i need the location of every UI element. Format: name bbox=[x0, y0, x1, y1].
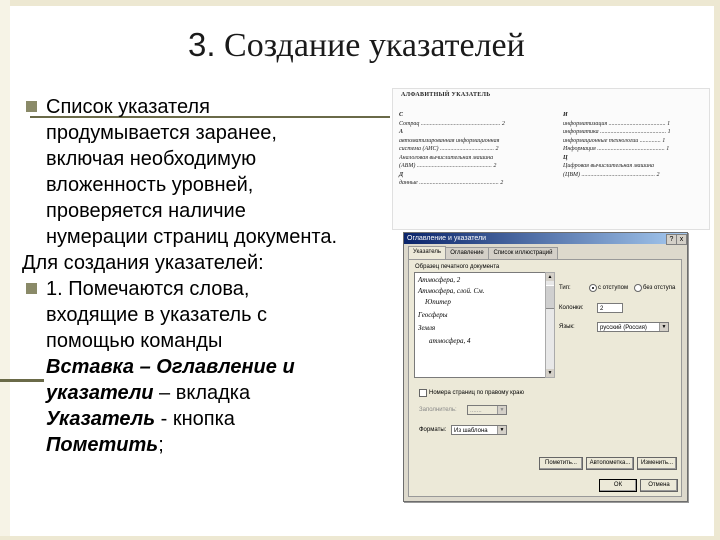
index-entry: информационные технологии .............. 1 bbox=[563, 137, 666, 144]
type-label: Тип: bbox=[559, 285, 571, 291]
scroll-thumb[interactable] bbox=[546, 285, 554, 309]
columns-spinner[interactable] bbox=[597, 303, 623, 313]
type-indented-radio[interactable] bbox=[589, 284, 597, 292]
leader-select[interactable] bbox=[467, 405, 507, 415]
command-button-name: Пометить bbox=[46, 434, 159, 456]
command-tab-word: – вкладка bbox=[153, 382, 251, 404]
index-left-column bbox=[399, 111, 549, 188]
bullet2-line: входящие в указатель с bbox=[46, 304, 268, 326]
tab-index[interactable]: Указатель bbox=[408, 246, 446, 260]
scroll-down-arrow-icon[interactable]: ▼ bbox=[547, 370, 553, 376]
type-indented-label: с отступом bbox=[598, 285, 629, 291]
title-number: 3. bbox=[188, 26, 216, 63]
close-button[interactable]: x bbox=[676, 234, 687, 245]
index-letter-heading: С bbox=[399, 112, 404, 118]
language-value: русский (Россия) bbox=[600, 325, 647, 331]
help-button[interactable]: ? bbox=[666, 234, 677, 245]
command-line bbox=[46, 380, 250, 406]
right-align-label: Номера страниц по правому краю bbox=[429, 390, 524, 396]
slide-frame-top bbox=[0, 0, 720, 6]
preview-scrollbar[interactable] bbox=[545, 272, 555, 378]
command-semicolon: ; bbox=[158, 434, 164, 456]
index-letter-heading: И bbox=[563, 112, 568, 118]
bullet2-line: помощью команды bbox=[46, 330, 223, 352]
slide-frame-left bbox=[0, 0, 10, 540]
formats-select[interactable] bbox=[451, 425, 507, 435]
title-text: Создание указателей bbox=[224, 27, 525, 64]
slide-frame-right bbox=[714, 0, 720, 540]
chevron-down-icon: ▼ bbox=[497, 406, 506, 414]
chevron-down-icon: ▼ bbox=[659, 323, 668, 331]
index-entry: Информация ............................................. 1 bbox=[563, 146, 670, 152]
preview-line: Геосферы bbox=[418, 311, 448, 319]
decorative-rule bbox=[0, 379, 44, 382]
index-entry: Compaq ..................................................... 2 bbox=[399, 120, 505, 127]
command-button-word: - кнопка bbox=[155, 408, 235, 430]
ok-button[interactable]: ОК bbox=[599, 479, 637, 492]
dialog-title: Оглавление и указатели bbox=[407, 235, 487, 242]
bullet1-line: продумывается заранее, bbox=[46, 122, 277, 144]
index-entry: (ЦВМ) ................................................. 2 bbox=[563, 171, 660, 178]
command-line bbox=[46, 432, 164, 458]
index-entry: Цифровая вычислительная машина bbox=[563, 163, 655, 169]
command-line bbox=[46, 406, 235, 432]
command-line bbox=[46, 354, 295, 380]
bullet1-line: проверяется наличие bbox=[46, 200, 246, 222]
tab-toc[interactable]: Оглавление bbox=[445, 247, 489, 259]
bullet1-line: нумерации страниц документа. bbox=[46, 226, 338, 248]
tab-figures[interactable]: Список иллюстраций bbox=[488, 247, 558, 259]
bullet1-line: вложенность уровней, bbox=[46, 174, 254, 196]
bullet-square-icon bbox=[26, 101, 37, 112]
columns-value: 2 bbox=[600, 306, 604, 312]
index-tab-panel bbox=[408, 259, 682, 497]
index-letter-heading: А bbox=[399, 129, 404, 135]
automark-button[interactable]: Автопометка... bbox=[586, 457, 634, 470]
preview-line: Атмосфера, слой. См. bbox=[418, 287, 485, 295]
columns-label: Колонки: bbox=[559, 305, 584, 311]
preview-line: Атмосфера, 2 bbox=[418, 276, 461, 284]
language-select[interactable] bbox=[597, 322, 669, 332]
index-entry: автоматизированная информационная bbox=[399, 137, 500, 144]
language-label: Язык: bbox=[559, 324, 575, 330]
right-align-checkbox[interactable] bbox=[419, 389, 427, 397]
formats-label: Форматы: bbox=[419, 427, 447, 433]
bullet1-line: Список указателя bbox=[46, 96, 210, 118]
preview-line: Земля bbox=[418, 324, 436, 332]
preview-line: Юпитер bbox=[425, 298, 451, 306]
slide-title bbox=[188, 26, 525, 65]
index-entry: информатика ............................................ 1 bbox=[563, 129, 671, 135]
index-dialog-window bbox=[403, 232, 688, 502]
bullet2-line: 1. Помечаются слова, bbox=[46, 278, 250, 300]
plain-line: Для создания указателей: bbox=[22, 252, 264, 274]
command-menu-path: Вставка – Оглавление и bbox=[46, 356, 295, 378]
index-page-scan bbox=[392, 88, 710, 230]
index-letter-heading: Ц bbox=[563, 154, 568, 161]
command-tab-name: Указатель bbox=[46, 408, 156, 430]
print-preview-box bbox=[414, 272, 546, 378]
type-runin-label: без отступа bbox=[643, 285, 676, 291]
modify-button[interactable]: Изменить... bbox=[637, 457, 677, 470]
bullet1-line: включая необходимую bbox=[46, 148, 257, 170]
formats-value: Из шаблона bbox=[454, 428, 488, 434]
index-entry: система (АИС) .................................... 2 bbox=[399, 146, 499, 152]
leader-value: ....... bbox=[470, 408, 482, 414]
scroll-up-arrow-icon[interactable]: ▲ bbox=[547, 274, 553, 280]
index-entry: данные ..................................................... 2 bbox=[399, 180, 504, 186]
leader-label: Заполнитель: bbox=[419, 407, 457, 413]
index-entry: информатизация ...................................... 1 bbox=[563, 120, 671, 127]
preview-line: атмосфера, 4 bbox=[429, 337, 471, 345]
bullet-square-icon bbox=[26, 283, 37, 294]
chevron-down-icon: ▼ bbox=[497, 426, 506, 434]
index-letter-heading: Д bbox=[399, 171, 404, 178]
type-runin-radio[interactable] bbox=[634, 284, 642, 292]
slide-frame-bottom bbox=[0, 536, 720, 540]
preview-label: Образец печатного документа bbox=[415, 264, 500, 270]
index-entry: (АВМ) .................................................. 2 bbox=[399, 163, 497, 169]
index-header: АЛФАВИТНЫЙ УКАЗАТЕЛЬ bbox=[401, 92, 491, 98]
mark-entry-button[interactable]: Пометить... bbox=[539, 457, 583, 470]
dialog-titlebar[interactable] bbox=[404, 233, 687, 244]
command-menu-item: указатели bbox=[46, 382, 154, 404]
index-entry: Аналоговая вычислительная машина bbox=[399, 154, 494, 161]
index-right-column bbox=[563, 111, 713, 179]
cancel-button[interactable]: Отмена bbox=[640, 479, 678, 492]
